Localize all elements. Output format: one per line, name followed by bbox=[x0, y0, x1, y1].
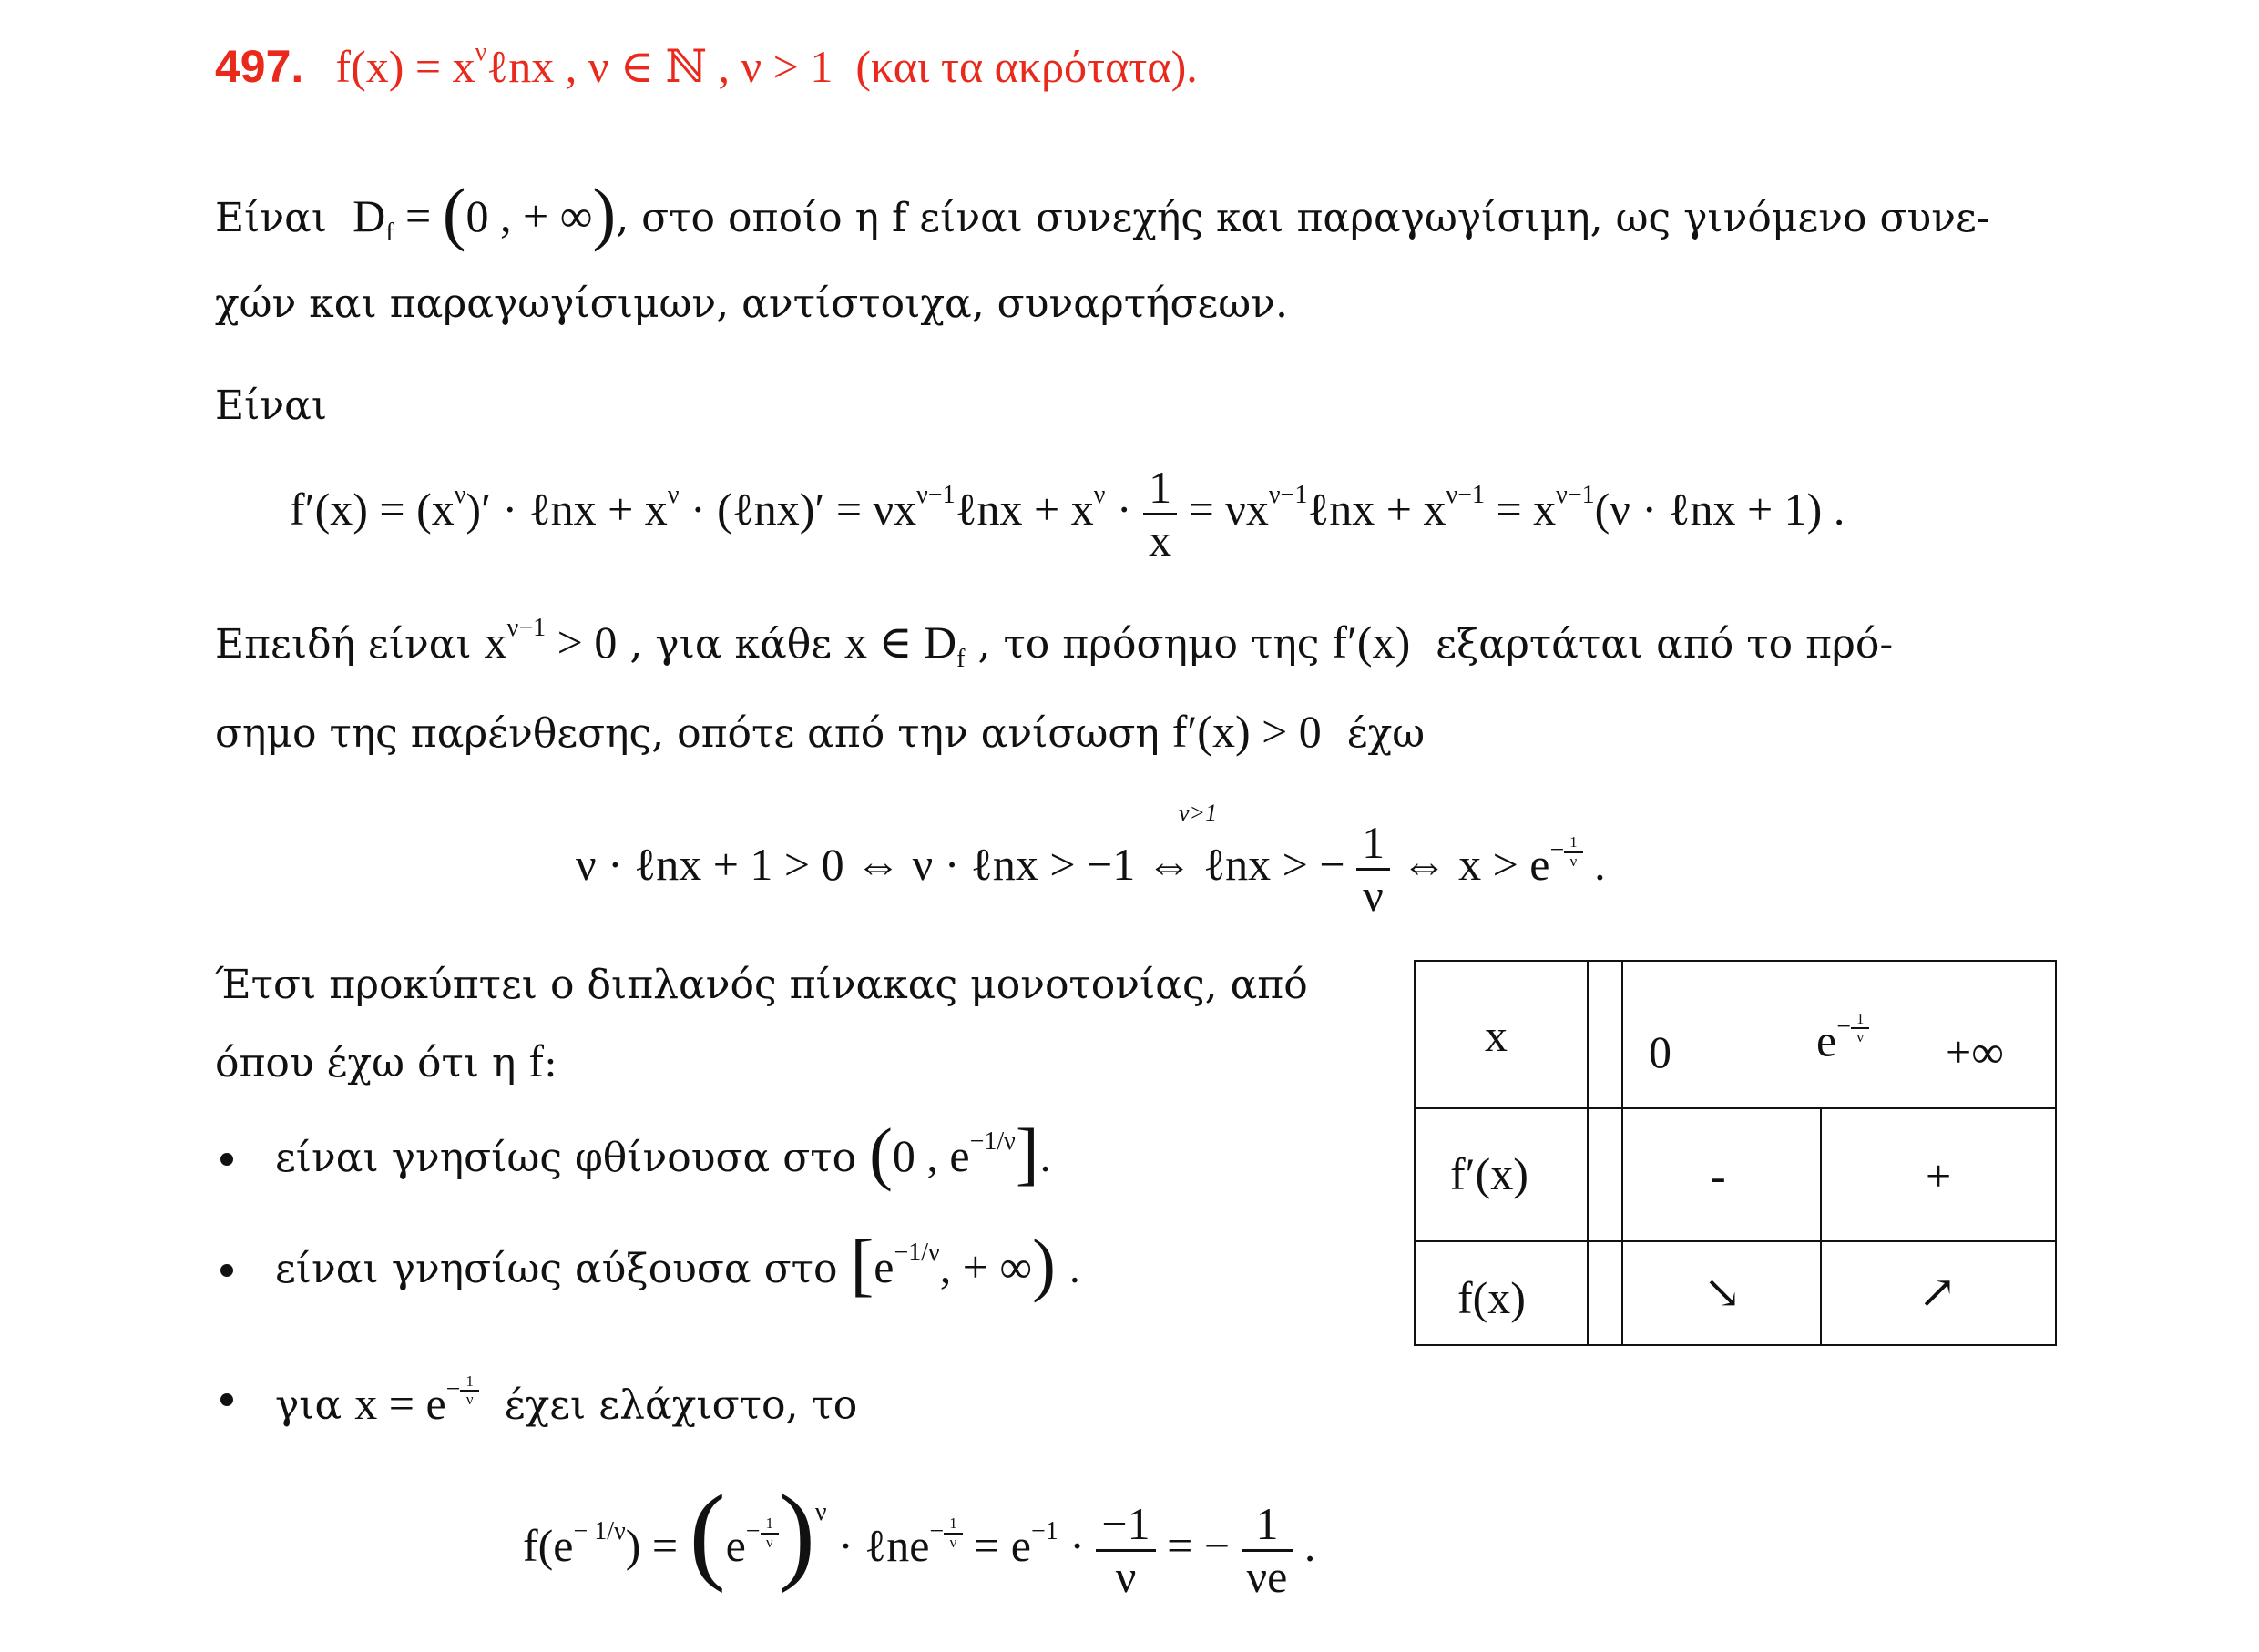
bullet-2-marker bbox=[220, 1264, 233, 1277]
problem-statement: $f(x) = x^\nu\ell nx$ , ν ∈ ℕ , ν > 1 (και τα ακρότατα). bbox=[335, 38, 1198, 92]
decreasing-arrow-icon: ↘ bbox=[1703, 1267, 1742, 1318]
inequality-chain: ν · ℓnx + 1 > 0 ⇔ ν · ℓnx > −1 ⇔ ℓnx > − $\frac{1}{\nu}$ ⇔ $x > e^{- \frac{1}{\nu}}$ . bbox=[576, 817, 1606, 921]
conclusion-line-1: Έτσι προκύπτει ο διπλανός πίνακας μονοτονίας, από bbox=[215, 962, 1308, 1008]
fraction-one-over-nu: $\frac{1}{\nu}$ bbox=[1356, 818, 1390, 921]
fraction-one-over-nu-e: $\frac{1}{\nu e}$ bbox=[1242, 1499, 1293, 1602]
domain-expression: $D_f = (0$ , + ∞) bbox=[353, 174, 617, 253]
bullet-minimum: για $x = e^{- \frac{1}{\nu}}$ έχει ελάχιστο, το bbox=[275, 1372, 858, 1429]
increasing-arrow-icon: ↗ bbox=[1918, 1267, 1957, 1318]
table-row-divider-2 bbox=[1416, 1240, 2055, 1242]
sign-line-1: Επειδή είναι $x^{\nu-1} > 0$ , για κάθε x ∈ $D_f$ , το πρόσημο της f′(x) εξαρτάται από το πρό- bbox=[215, 614, 1894, 673]
fraction-minus-one-over-nu: $\frac{-1}{\nu}$ bbox=[1096, 1499, 1155, 1602]
minimum-equation: $f(e^{- 1/\nu}) = (e^{- \frac{1}{\nu}}$ )$^\nu$ · ℓne$^{- \frac{1}{\nu}}$ = $e^{-1}$ · $\frac{-1}{\nu}$ = − $\frac{1}{\nu e}$ . bbox=[523, 1472, 1316, 1602]
sign-positive: + bbox=[1926, 1150, 1952, 1201]
bullet-3-marker bbox=[220, 1393, 233, 1406]
fraction-one-over-x: $\frac{1}{x}$ bbox=[1143, 463, 1177, 566]
table-row-divider-1 bbox=[1416, 1107, 2055, 1109]
x-value-infinity: +∞ bbox=[1946, 1026, 2004, 1077]
monotonicity-table bbox=[1414, 960, 2057, 1346]
condition-above-arrow: ν>1 bbox=[1179, 800, 1218, 826]
problem-number: 497. bbox=[215, 41, 304, 92]
intro-line-2: χών και παραγωγίσιμων, αντίστοιχα, συναρτήσεων. bbox=[215, 280, 1288, 327]
row-label-derivative: f′(x) bbox=[1450, 1148, 1528, 1199]
intro-line-1: Είναι $D_f = (0$ , + ∞), στο οποίο η f είναι συνεχής και παραγωγίσιμη, ως γινόμενο συνε- bbox=[215, 174, 1990, 253]
bullet-decreasing: είναι γνησίως φθίνουσα στο (0 , $e^{-1/\nu}$]. bbox=[275, 1114, 1052, 1193]
row-label-x: x bbox=[1485, 1010, 1508, 1061]
x-value-zero: 0 bbox=[1649, 1026, 1671, 1077]
conclusion-line-2: όπου έχω ότι η f: bbox=[215, 1035, 557, 1086]
bullet-increasing: είναι γνησίως αύξουσα στο [$e^{-1/\nu}$, + ∞) . bbox=[275, 1225, 1081, 1304]
problem-header bbox=[215, 40, 1198, 93]
derivative-equation: $f'(x) = (x^\nu)'$ · ℓnx + $x^\nu$ · (ℓnx)′ = $\nu x^{\nu-1}\ell nx + x^\nu$ · $\frac{1}{x}$ = $\nu x^{\nu-1}\ell nx + x^{\nu-1} = x^{\nu-1}(\nu$ · ℓnx + 1) . bbox=[290, 462, 1845, 566]
table-interval-divider bbox=[1820, 1107, 1822, 1344]
sign-line-2: σημο της παρένθεσης, οπότε από την ανίσωση f′(x) > 0 έχω bbox=[215, 706, 1426, 757]
table-separator-left bbox=[1587, 962, 1589, 1344]
table-separator-right bbox=[1621, 962, 1623, 1344]
row-label-function: f(x) bbox=[1457, 1272, 1526, 1323]
sign-negative: - bbox=[1711, 1150, 1726, 1201]
bullet-1-marker bbox=[220, 1153, 233, 1166]
derivative-intro: Είναι bbox=[215, 382, 328, 429]
x-value-critical: $e^{- \frac{1}{\nu}}$ bbox=[1816, 1011, 1869, 1067]
